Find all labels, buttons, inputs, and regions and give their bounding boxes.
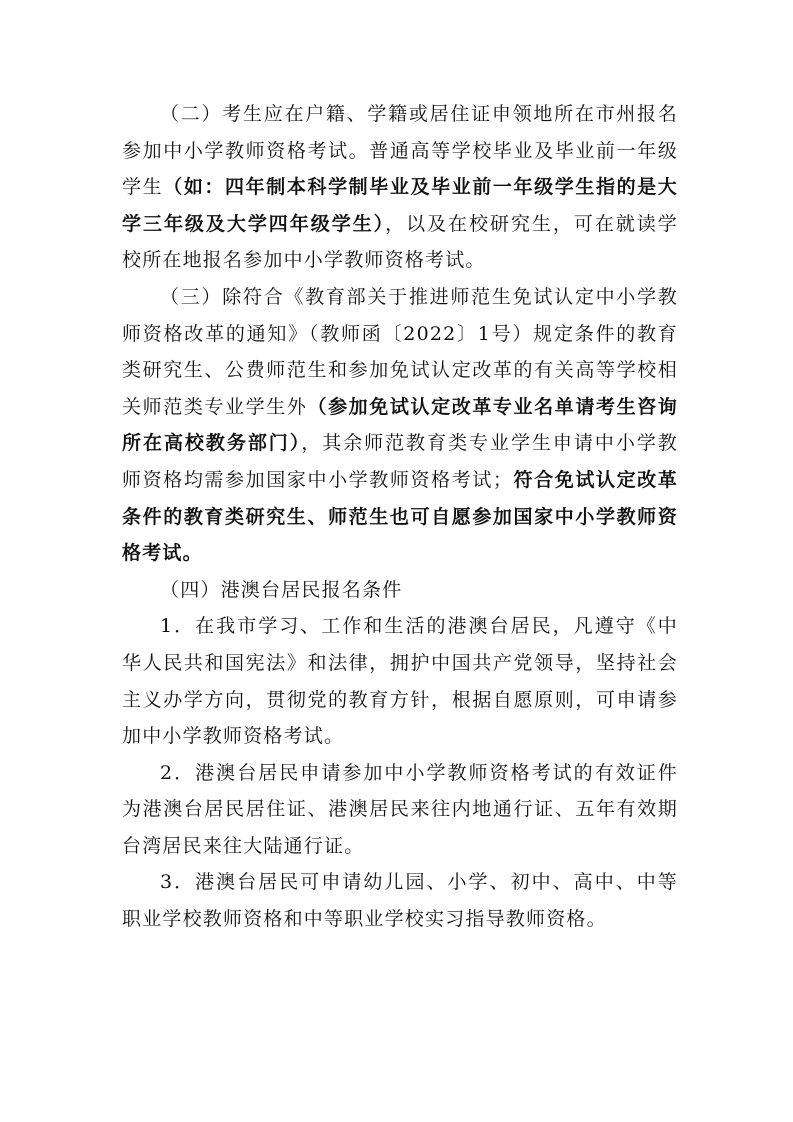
list-item-2: 2．港澳台居民申请参加中小学教师资格考试的有效证件为港澳台居民居住证、港澳居民来往内地通行证、五年有效期台湾居民来往大陆通行证。	[122, 761, 678, 857]
document-page	[122, 96, 678, 938]
paragraph-exemption-rules	[122, 279, 678, 572]
paragraph-text: ，以及在校研究生，可在就读学校所在地报名参加中小学教师资格考试。	[122, 212, 678, 272]
paragraph-text: （二）考生应在户籍、学籍或居住证申领地所在市州报名参加中小学教师资格考试。普通高等学校毕业及毕业前一年级学生	[122, 103, 678, 199]
paragraph-text: （三）除符合《教育部关于推进师范生免试认定中小学教师资格改革的通知》（教师函〔2022〕1号）规定条件的教育类研究生、公费师范生和参加免试认定改革的有关高等学校相关师范类专业学生外	[122, 285, 678, 418]
paragraph-text: ，其余师范教育类专业学生申请中小学教师资格均需参加国家中小学教师资格考试；	[122, 432, 678, 491]
bold-note-consult-office: （参加免试认定改革专业名单请考生咨询所在高校教务部门）	[122, 395, 678, 455]
list-item-1: 1．在我市学习、工作和生活的港澳台居民，凡遵守《中华人民共和国宪法》和法律，拥护中国共产党领导，坚持社会主义办学方向，贯彻党的教育方针，根据自愿原则，可申请参加中小学教师资格考试。	[122, 615, 678, 748]
paragraph-registration-location	[122, 96, 678, 279]
list-item-3: 3．港澳台居民可申请幼儿园、小学、初中、高中、中等职业学校教师资格和中等职业学校实习指导教师资格。	[122, 871, 678, 931]
bold-note-voluntary-exam: 符合免试认定改革条件的教育类研究生、师范生也可自愿参加国家中小学教师资格考试。	[122, 468, 678, 565]
bold-note-graduation-year: （如：四年制本科学制毕业及毕业前一年级学生指的是大学三年级及大学四年级学生）	[122, 176, 678, 235]
section-heading-hk-macao-taiwan: （四）港澳台居民报名条件	[160, 578, 403, 601]
